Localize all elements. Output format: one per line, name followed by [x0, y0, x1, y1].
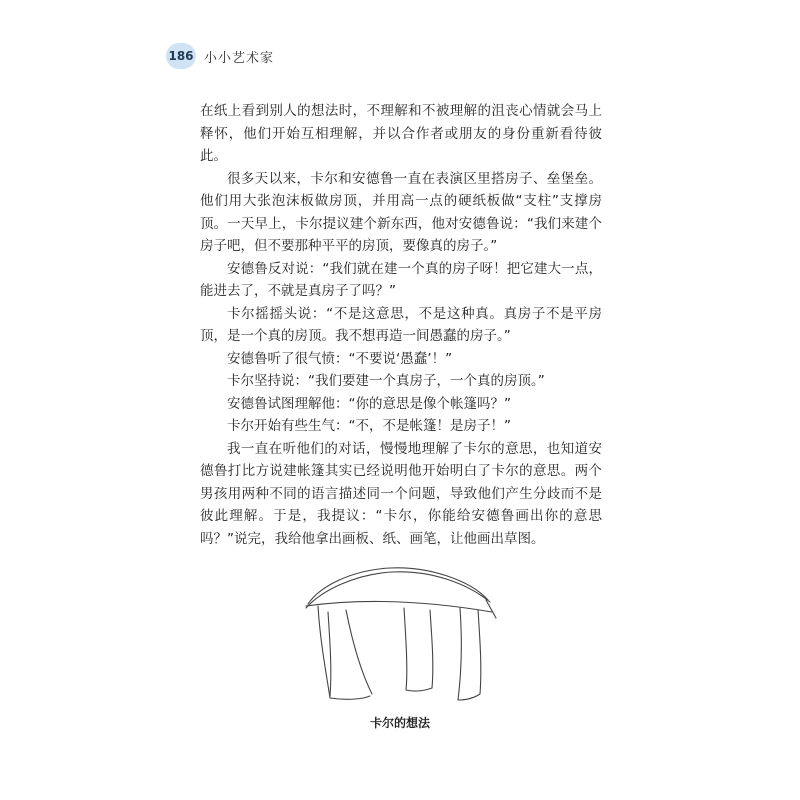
paragraph-4: 卡尔摇摇头说：“不是这意思，不是这种真。真房子不是平房顶，是一个真的房顶。我不想再造一间愚蠢的房子。”	[200, 305, 602, 344]
paragraph-7: 安德鲁试图理解他：“你的意思是像个帐篷吗？”	[227, 395, 511, 412]
sketch-pillar-2	[404, 608, 407, 690]
page-number: 186	[166, 43, 196, 69]
page-header	[166, 42, 274, 70]
sketch-pillar-4	[458, 608, 461, 700]
sketch-pillar-1	[346, 610, 372, 694]
paragraph-3: 安德鲁反对说：“我们就在建一个真的房子呀！把它建大一点，能进去了，不就是真房子了吗？”	[200, 260, 602, 299]
sketch-pillar-2b	[406, 688, 432, 691]
book-title: 小小艺术家	[204, 50, 275, 66]
sketch-roof	[308, 568, 488, 604]
paragraph-5: 安德鲁听了很气愤：“不要说‘愚蠢’！”	[227, 350, 453, 367]
paragraph-1: 在纸上看到别人的想法时，不理解和不被理解的沮丧心情就会马上释怀，他们开始互相理解，并以合作者或朋友的身份重新看待彼此。	[200, 103, 602, 164]
sketch-left-wall-inner	[328, 612, 331, 696]
house-sketch-drawing	[300, 560, 500, 710]
paragraph-8: 卡尔开始有些生气：“不，不是帐篷！是房子！”	[227, 418, 511, 434]
paragraph-2: 很多天以来，卡尔和安德鲁一直在表演区里搭房子、垒堡垒。他们用大张泡沫板做房顶，并用高一点的硬纸板做“支柱”支撑房顶。一天早上，卡尔提议建个新东西，他对安德鲁说：“我们来建个房子吧，但不要那种平平的房顶，要像真的房子。”	[200, 170, 602, 254]
paragraph-6: 卡尔坚持说：“我们要建一个真房子，一个真的房顶。”	[227, 373, 545, 389]
sketch-bottom-left	[330, 696, 370, 699]
body-text	[200, 100, 602, 550]
sketch-bottom-right	[458, 694, 480, 700]
house-sketch-figure	[300, 560, 500, 710]
sketch-pillar-3	[430, 610, 433, 688]
paragraph-9: 我一直在听他们的对话，慢慢地理解了卡尔的意思，也知道安德鲁打比方说建帐篷其实已经说明他开始明白了卡尔的意思。两个男孩用两种不同的语言描述同一个问题，导致他们产生分歧而不是彼此理解。于是，我提议：“卡尔，你能给安德鲁画出你的意思吗？”说完，我给他拿出画板、纸、画笔，让他画出草图。	[200, 440, 602, 547]
figure-caption: 卡尔的想法	[369, 716, 430, 730]
sketch-roof-base	[306, 601, 492, 612]
sketch-right-wall	[478, 610, 481, 694]
sketch-roof-eave	[486, 600, 496, 618]
